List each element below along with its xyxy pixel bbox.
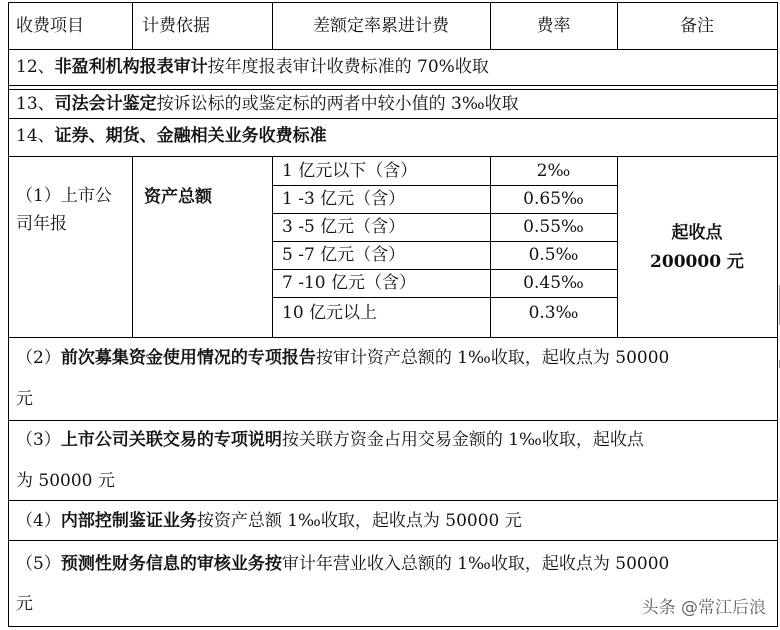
rule [8, 85, 778, 86]
header-basis: 计费依据 [142, 16, 210, 36]
header-rate: 费率 [536, 16, 571, 36]
tier-range: 1 亿元以下（含） [282, 161, 418, 181]
item-2-number: （2） [16, 348, 61, 368]
item-2-continuation: 元 [16, 389, 33, 409]
item-5 [16, 554, 669, 574]
tier-range: 5 -7 亿元（含） [282, 245, 406, 265]
tier-rate: 0.3‰ [528, 303, 579, 323]
item-3-number: （3） [16, 430, 61, 450]
row-13-number: 13、 [16, 94, 55, 114]
rule [8, 626, 778, 627]
rule [272, 156, 273, 337]
tier-range: 10 亿元以上 [282, 303, 378, 323]
rule [272, 269, 617, 270]
rule [617, 156, 618, 337]
rule [777, 2, 778, 626]
item-4 [16, 511, 522, 531]
row-14-title: 证券、期货、金融相关业务收费标准 [54, 126, 327, 146]
row-12 [16, 57, 489, 77]
item-3-continuation: 为 50000 元 [16, 471, 115, 491]
rule [272, 213, 617, 214]
item-2-text: 按审计资产总额的 1‰收取，起收点为 50000 [315, 348, 670, 368]
tier-rate: 0.5‰ [528, 245, 579, 265]
item-3 [16, 430, 644, 450]
tier-rate: 0.55‰ [523, 217, 584, 237]
row-14-number: 14、 [16, 126, 55, 146]
remark-min-fee-amount: 200000 元 [650, 252, 744, 272]
item-5-title: 预测性财务信息的审核业务按 [60, 554, 282, 574]
rule [8, 89, 778, 90]
rule [272, 297, 617, 298]
tier-range: 7 -10 亿元（含） [282, 273, 416, 293]
rule [8, 420, 778, 421]
rule [132, 2, 133, 49]
header-progressive: 差额定率累进计费 [313, 16, 449, 36]
rule [8, 540, 778, 541]
row-14 [16, 126, 327, 146]
item-3-text: 按关联方资金占用交易金额的 1‰收取，起收点 [281, 430, 644, 450]
rule [8, 500, 778, 501]
rule [8, 2, 778, 3]
item-4-number: （4） [16, 511, 61, 531]
tier-rate: 0.45‰ [523, 273, 584, 293]
item-4-text: 按资产总额 1‰收取，起收点为 50000 元 [196, 511, 522, 531]
rule [8, 156, 778, 157]
rule [8, 337, 778, 338]
rule [272, 185, 617, 186]
header-item: 收费项目 [16, 16, 84, 36]
remark-min-fee-label: 起收点 [671, 223, 723, 243]
item-3-title: 上市公司关联交易的专项说明 [60, 430, 282, 450]
rule [272, 241, 617, 242]
rule [132, 156, 133, 337]
item-5-number: （5） [16, 554, 61, 574]
tier-range: 1 -3 亿元（含） [282, 189, 406, 209]
rule [8, 118, 778, 119]
row-13-title: 司法会计鉴定 [54, 94, 157, 114]
row-12-text: 按年度报表审计收费标准的 70%收取 [207, 57, 489, 77]
header-remark: 备注 [680, 16, 714, 36]
rule [8, 49, 778, 50]
row-13 [16, 94, 519, 114]
row-12-number: 12、 [16, 57, 55, 77]
item-2-title: 前次募集资金使用情况的专项报告 [60, 348, 316, 368]
item-5-text: 审计年营业收入总额的 1‰收取，起收点为 50000 [281, 554, 670, 574]
tier-rate: 2‰ [536, 161, 571, 181]
item-4-title: 内部控制鉴证业务 [60, 511, 197, 531]
listed-item-line1: （1）上市公 [16, 186, 112, 206]
listed-item-line2: 司年报 [16, 214, 67, 234]
row-12-title: 非盈利机构报表审计 [54, 57, 208, 77]
rule [8, 2, 9, 626]
item-2 [16, 348, 669, 368]
item-5-continuation: 元 [16, 594, 33, 614]
tier-rate: 0.65‰ [523, 189, 584, 209]
watermark: 头条 @常江后浪 [641, 598, 766, 618]
listed-basis: 资产总额 [144, 187, 212, 207]
row-13-text: 按诉讼标的或鉴定标的两者中较小值的 3‰收取 [156, 94, 519, 114]
tier-range: 3 -5 亿元（含） [282, 217, 406, 237]
